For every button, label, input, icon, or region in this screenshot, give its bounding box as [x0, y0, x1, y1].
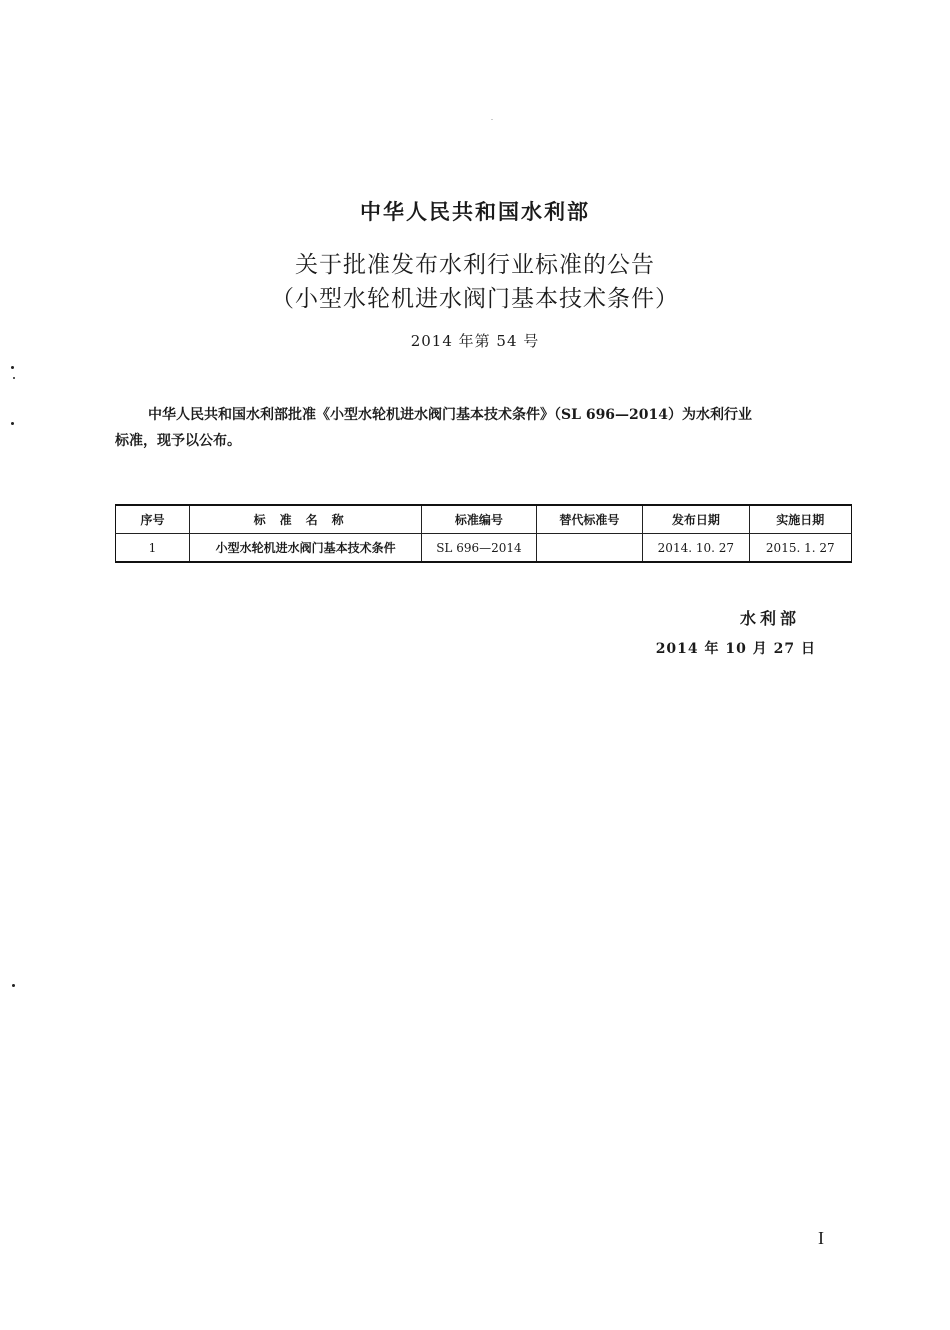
announcement-title: 关于批准发布水利行业标准的公告 [295, 252, 655, 278]
issue-date: 2014 年 10 月 27 日 [655, 641, 816, 657]
header-name: 标准名称 [190, 505, 422, 534]
header-code: 标准编号 [422, 505, 537, 534]
cell-publish-date: 2014. 10. 27 [643, 534, 749, 563]
standards-table [115, 504, 852, 563]
header-seq: 序号 [116, 505, 190, 534]
table-row [116, 534, 852, 563]
cell-code: SL 696—2014 [422, 534, 537, 563]
cell-seq: 1 [116, 534, 190, 563]
header-implement-date: 实施日期 [749, 505, 851, 534]
scan-speck [11, 422, 14, 425]
table-header-row [116, 505, 852, 534]
issuer-signature: 水利部 [739, 609, 800, 628]
body-paragraph-line-1: 中华人民共和国水利部批准《小型水轮机进水阀门基本技术条件》（SL 696—2014）为水利行业 [148, 407, 753, 423]
document-number: 2014 年第 54 号 [410, 332, 540, 350]
header-replaced: 替代标准号 [536, 505, 642, 534]
cell-name: 小型水轮机进水阀门基本技术条件 [190, 534, 422, 563]
body-paragraph-line-2: 标准，现予以公布。 [115, 433, 241, 449]
ministry-heading: 中华人民共和国水利部 [360, 199, 590, 224]
page-number: I [818, 1228, 824, 1248]
scan-speck [491, 119, 493, 120]
scan-speck [11, 366, 14, 369]
scan-speck [12, 984, 15, 987]
cell-implement-date: 2015. 1. 27 [749, 534, 851, 563]
cell-replaced [536, 534, 642, 563]
scan-speck [13, 377, 15, 379]
announcement-subtitle: （小型水轮机进水阀门基本技术条件） [271, 286, 679, 312]
header-publish-date: 发布日期 [643, 505, 749, 534]
